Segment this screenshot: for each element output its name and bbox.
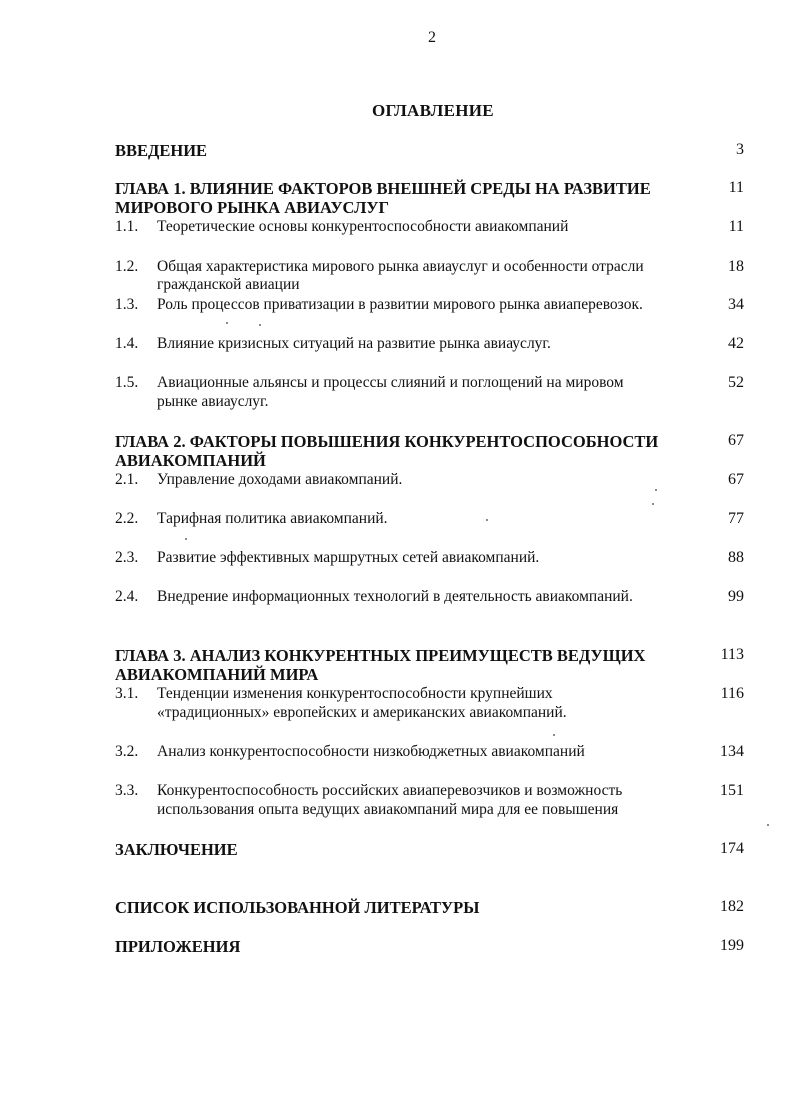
toc-section-title: Развитие эффективных маршрутных сетей авиакомпаний. — [157, 549, 540, 566]
scan-speck — [655, 489, 657, 491]
toc-conclusion-page: 174 — [720, 840, 744, 857]
toc-section-number: 1.2. — [115, 258, 139, 275]
toc-chapter-2-line1: ГЛАВА 2. ФАКТОРЫ ПОВЫШЕНИЯ КОНКУРЕНТОСПОСОБНОСТИ — [115, 432, 659, 451]
toc-section-number: 1.3. — [115, 296, 139, 313]
toc-chapter-3-line1: ГЛАВА 3. АНАЛИЗ КОНКУРЕНТНЫХ ПРЕИМУЩЕСТВ ВЕДУЩИХ — [115, 646, 646, 665]
toc-section-page: 34 — [728, 296, 744, 313]
toc-section-title: Анализ конкурентоспособности низкобюджетных авиакомпаний — [157, 743, 585, 760]
toc-appendices-page: 199 — [720, 937, 744, 954]
toc-section-page: 67 — [728, 471, 744, 488]
toc-appendices-label: ПРИЛОЖЕНИЯ — [115, 937, 241, 956]
toc-chapter-2-page: 67 — [728, 432, 744, 449]
scan-speck — [652, 503, 654, 505]
toc-section-number: 3.3. — [115, 782, 139, 799]
toc-intro-page: 3 — [736, 141, 744, 158]
toc-section-number: 1.4. — [115, 335, 139, 352]
toc-section-title: Тенденции изменения конкурентоспособности крупнейших — [157, 685, 553, 702]
toc-section-title: Влияние кризисных ситуаций на развитие рынка авиауслуг. — [157, 335, 551, 352]
toc-chapter-1-line2: МИРОВОГО РЫНКА АВИАУСЛУГ — [115, 198, 389, 217]
page-title: ОГЛАВЛЕНИЕ — [372, 101, 494, 120]
toc-section-number: 1.1. — [115, 218, 139, 235]
scan-speck — [767, 824, 769, 826]
toc-section-page: 18 — [728, 258, 744, 275]
toc-section-page: 99 — [728, 588, 744, 605]
toc-section-number: 2.4. — [115, 588, 139, 605]
toc-chapter-2-line2: АВИАКОМПАНИЙ — [115, 451, 266, 470]
toc-section-title: Тарифная политика авиакомпаний. — [157, 510, 388, 527]
toc-section-title: Роль процессов приватизации в развитии мирового рынка авиаперевозок. — [157, 296, 643, 313]
toc-intro-label: ВВЕДЕНИЕ — [115, 141, 208, 160]
toc-section-title-cont: рынке авиауслуг. — [157, 393, 269, 410]
toc-section-title: Теоретические основы конкурентоспособности авиакомпаний — [157, 218, 569, 235]
toc-section-number: 2.2. — [115, 510, 139, 527]
toc-section-title-cont: гражданской авиации — [157, 276, 300, 293]
scan-speck — [259, 324, 261, 326]
toc-section-page: 134 — [720, 743, 744, 760]
scan-speck — [553, 734, 555, 736]
page-number: 2 — [428, 29, 436, 46]
toc-section-title: Общая характеристика мирового рынка авиауслуг и особенности отрасли — [157, 258, 644, 275]
toc-chapter-3-line2: АВИАКОМПАНИЙ МИРА — [115, 665, 319, 684]
toc-section-title: Конкурентоспособность российских авиаперевозчиков и возможность — [157, 782, 623, 799]
toc-section-page: 11 — [728, 218, 744, 235]
toc-references-page: 182 — [720, 898, 744, 915]
toc-section-title-cont: использования опыта ведущих авиакомпаний мира для ее повышения — [157, 801, 619, 818]
toc-section-page: 151 — [720, 782, 744, 799]
toc-section-title: Управление доходами авиакомпаний. — [157, 471, 403, 488]
toc-section-page: 42 — [728, 335, 744, 352]
scan-speck — [185, 538, 187, 540]
toc-section-title-cont: «традиционных» европейских и американских авиакомпаний. — [157, 704, 567, 721]
scan-speck — [226, 322, 228, 324]
toc-section-page: 88 — [728, 549, 744, 566]
toc-section-number: 3.2. — [115, 743, 139, 760]
toc-section-title: Авиационные альянсы и процессы слияний и поглощений на мировом — [157, 374, 624, 391]
toc-section-number: 2.3. — [115, 549, 139, 566]
toc-conclusion-label: ЗАКЛЮЧЕНИЕ — [115, 840, 238, 859]
toc-section-number: 1.5. — [115, 374, 139, 391]
toc-chapter-1-line1: ГЛАВА 1. ВЛИЯНИЕ ФАКТОРОВ ВНЕШНЕЙ СРЕДЫ НА РАЗВИТИЕ — [115, 179, 651, 198]
toc-references-label: СПИСОК ИСПОЛЬЗОВАННОЙ ЛИТЕРАТУРЫ — [115, 898, 480, 917]
toc-section-page: 77 — [728, 510, 744, 527]
toc-chapter-1-page: 11 — [728, 179, 744, 196]
toc-section-title: Внедрение информационных технологий в деятельность авиакомпаний. — [157, 588, 633, 605]
toc-section-page: 116 — [720, 685, 744, 702]
toc-section-page: 52 — [728, 374, 744, 391]
toc-chapter-3-page: 113 — [720, 646, 744, 663]
scan-speck — [486, 519, 488, 521]
toc-section-number: 2.1. — [115, 471, 139, 488]
toc-section-number: 3.1. — [115, 685, 139, 702]
